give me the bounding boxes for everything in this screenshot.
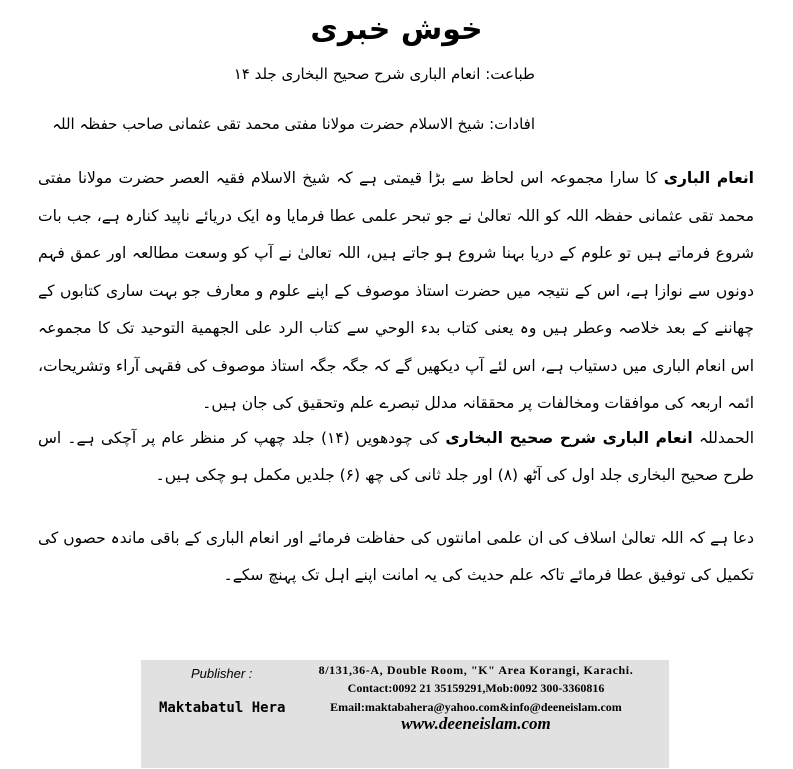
ifadat-line: افادات: شیخ الاسلام حضرت مولانا مفتی محمد تقی عثمانی صاحب حفظہ اللہ — [52, 115, 535, 133]
announcement-text: کی چودھویں (۱۴) جلد چھپ کر منظر عام پر آچکی ہے۔ اس طرح صحیح البخاری جلد اول کی آٹھ (۸) اور جلد ثانی کی چھ (۶) جلدیں مکمل ہو چکی ہیں۔ — [38, 429, 754, 484]
announcement-book-name: انعام الباری شرح صحیح البخاری — [445, 429, 693, 447]
paragraph-intro-text: کا سارا مجموعہ اس لحاظ سے بڑا قیمتی ہے کہ شیخ الاسلام فقیہ العصر حضرت مولانا مفتی محمد تقی عثمانی حفظہ اللہ کو اللہ تعالیٰ نے جو تبحر علمی عطا فرمایا وہ ایک دریائے ناپید کنارہ ہے، جب بات شروع فرماتے ہیں تو علوم کے دریا بہنا شروع ہو جاتے ہیں، اللہ تعالیٰ نے آپ کو وسعت مطالعہ اور عمق فہم دونوں سے نوازا ہے، اس کے نتیجہ میں حضرت استاذ موصوف کے اپنے علوم و معارف جو بہت ساری کتابوں کے چھاننے کے بعد خلاصہ وعطر ہیں وہ یعنی کتاب بدء الوحي سے کتاب الرد علی الجھمیة التوحید تک کا مجموعہ اس انعام الباری میں دستیاب ہے، اس لئے آپ دیکھیں گے کہ جگہ جگہ استاذ موصوف کی فقہی آراء وتشریحات، ائمہ اربعہ کی موافقات ومخالفات پر محققانہ مدلل تبصرے علم وتحقیق کی جان ہیں۔ — [38, 169, 754, 412]
announcement-lead: الحمدللہ — [692, 429, 755, 447]
paragraph-intro — [38, 160, 754, 423]
publisher-footer — [141, 660, 669, 768]
publisher-contact: Contact:0092 21 35159291,Mob:0092 300-3360816 — [347, 681, 605, 695]
paragraph-announcement — [38, 420, 754, 494]
publisher-email: Email:maktabahera@yahoo.com&info@deeneislam.com — [330, 700, 622, 714]
publisher-label: Publisher : — [191, 666, 253, 681]
printing-line: طباعت: انعام الباری شرح صحیح البخاری جلد ۱۴ — [233, 65, 535, 83]
page-title: خوش خبری — [310, 12, 483, 47]
website-link[interactable]: www.deeneislam.com — [401, 714, 551, 733]
book-name-bold: انعام الباری — [663, 169, 754, 187]
paragraph-prayer: دعا ہے کہ اللہ تعالیٰ اسلاف کی ان علمی امانتوں کی حفاظت فرمائے اور انعام الباری کے باقی ماندہ حصوں کی تکمیل کی توفیق عطا فرمائے تاکہ علم حدیث کی یہ امانت اپنے اہل تک پہنچ سکے۔ — [38, 529, 754, 584]
publisher-address: 8/131,36-A, Double Room, "K" Area Korangi, Karachi. — [318, 663, 634, 677]
publisher-name: Maktabatul Hera — [159, 700, 286, 716]
